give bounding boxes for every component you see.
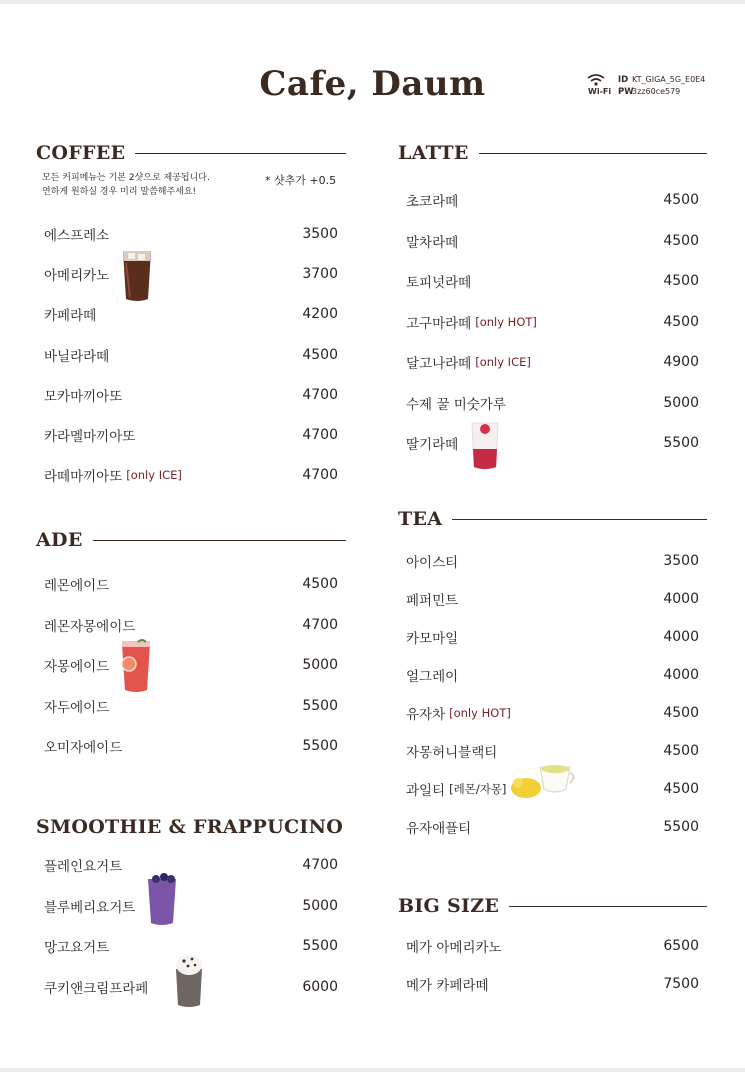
wifi-id-value: KT_GIGA_5G_E0E4 — [632, 75, 706, 84]
latte-section — [398, 141, 707, 501]
menu-item: 레몬에이드 4500 — [44, 576, 338, 594]
divider — [479, 153, 707, 154]
divider — [135, 153, 346, 154]
coffee-info-line-1: 모든 커피메뉴는 기본 2샷으로 제공됩니다. — [42, 173, 210, 183]
menu-item: 모카마끼아또 4700 — [44, 387, 338, 405]
bigsize-section — [398, 894, 707, 1004]
menu-item: 페퍼민트 4000 — [406, 591, 699, 609]
menu-item: 자몽에이드 5000 — [44, 657, 338, 675]
menu-item: 메가 카페라떼 7500 — [406, 976, 699, 994]
menu-item: 아이스티 3500 — [406, 553, 699, 571]
menu-item: 자몽허니블랙티 4500 — [406, 743, 699, 761]
menu-item: 딸기라떼 5500 — [406, 435, 699, 453]
tea-heading: TEA — [398, 508, 443, 530]
menu-item: 얼그레이 4000 — [406, 667, 699, 685]
menu-item: 카라멜마끼아또 4700 — [44, 427, 338, 445]
tea-section — [398, 507, 707, 847]
menu-page — [0, 4, 745, 1068]
menu-item: 쿠키앤크림프라페 6000 — [44, 979, 338, 997]
wifi-id-label: ID — [618, 75, 629, 85]
menu-item: 유자애플티 5500 — [406, 819, 699, 837]
wifi-icon — [586, 73, 606, 87]
menu-item: 망고요거트 5500 — [44, 938, 338, 956]
menu-item: 고구마라떼 [only HOT] 4500 — [406, 314, 699, 332]
wifi-caption: Wi-Fi — [588, 87, 612, 96]
wifi-info — [588, 74, 705, 98]
wifi-pw-label: PW — [618, 87, 634, 97]
coffee-heading: COFFEE — [36, 142, 126, 164]
menu-item: 메가 아메리카노 6500 — [406, 938, 699, 956]
cafe-title: Cafe, Daum — [259, 64, 486, 104]
menu-item: 자두에이드 5500 — [44, 698, 338, 716]
grapefruit-ade-image — [118, 638, 154, 694]
menu-item: 카페라떼 4200 — [44, 306, 338, 324]
menu-item: 달고나라떼 [only ICE] 4900 — [406, 354, 699, 372]
menu-item: 플레인요거트 4700 — [44, 857, 338, 875]
menu-item: 수제 꿀 미숫가루 5000 — [406, 395, 699, 413]
menu-item: 오미자에이드 5500 — [44, 738, 338, 756]
divider — [93, 540, 346, 541]
menu-item: 말차라떼 4500 — [406, 233, 699, 251]
cookie-cream-frappe-image — [172, 951, 206, 1009]
fruit-tea-image — [508, 759, 578, 801]
shot-extra-note: * 샷추가 +0.5 — [265, 174, 337, 187]
smoothie-heading: SMOOTHIE & FRAPPUCINO — [36, 816, 344, 838]
menu-item: 라떼마끼아또 [only ICE] 4700 — [44, 467, 338, 485]
blueberry-yogurt-image — [144, 871, 180, 927]
bigsize-heading: BIG SIZE — [398, 895, 500, 917]
menu-item: 아메리카노 3700 — [44, 266, 338, 284]
iced-americano-image — [118, 245, 156, 303]
menu-item: 카모마일 4000 — [406, 629, 699, 647]
menu-item: 토피넛라떼 4500 — [406, 273, 699, 291]
strawberry-latte-image — [468, 419, 502, 471]
divider — [452, 519, 707, 520]
menu-item: 바닐라라떼 4500 — [44, 347, 338, 365]
menu-item: 레몬자몽에이드 4700 — [44, 617, 338, 635]
menu-item: 유자차 [only HOT] 4500 — [406, 705, 699, 723]
latte-heading: LATTE — [398, 142, 469, 164]
menu-item: 에스프레소 3500 — [44, 226, 338, 244]
ade-heading: ADE — [36, 529, 83, 551]
menu-item: 초코라떼 4500 — [406, 192, 699, 210]
menu-item: 블루베리요거트 5000 — [44, 898, 338, 916]
coffee-info-line-2: 연하게 원하실 경우 미리 말씀해주세요! — [42, 187, 197, 197]
coffee-info — [42, 171, 210, 199]
divider — [509, 906, 707, 907]
menu-item: 과일티 [레몬/자몽] 4500 — [406, 781, 699, 799]
ade-section — [36, 528, 346, 758]
smoothie-section — [36, 815, 346, 1015]
coffee-section — [36, 141, 346, 501]
wifi-pw-value: 3zz60ce579 — [632, 87, 681, 96]
